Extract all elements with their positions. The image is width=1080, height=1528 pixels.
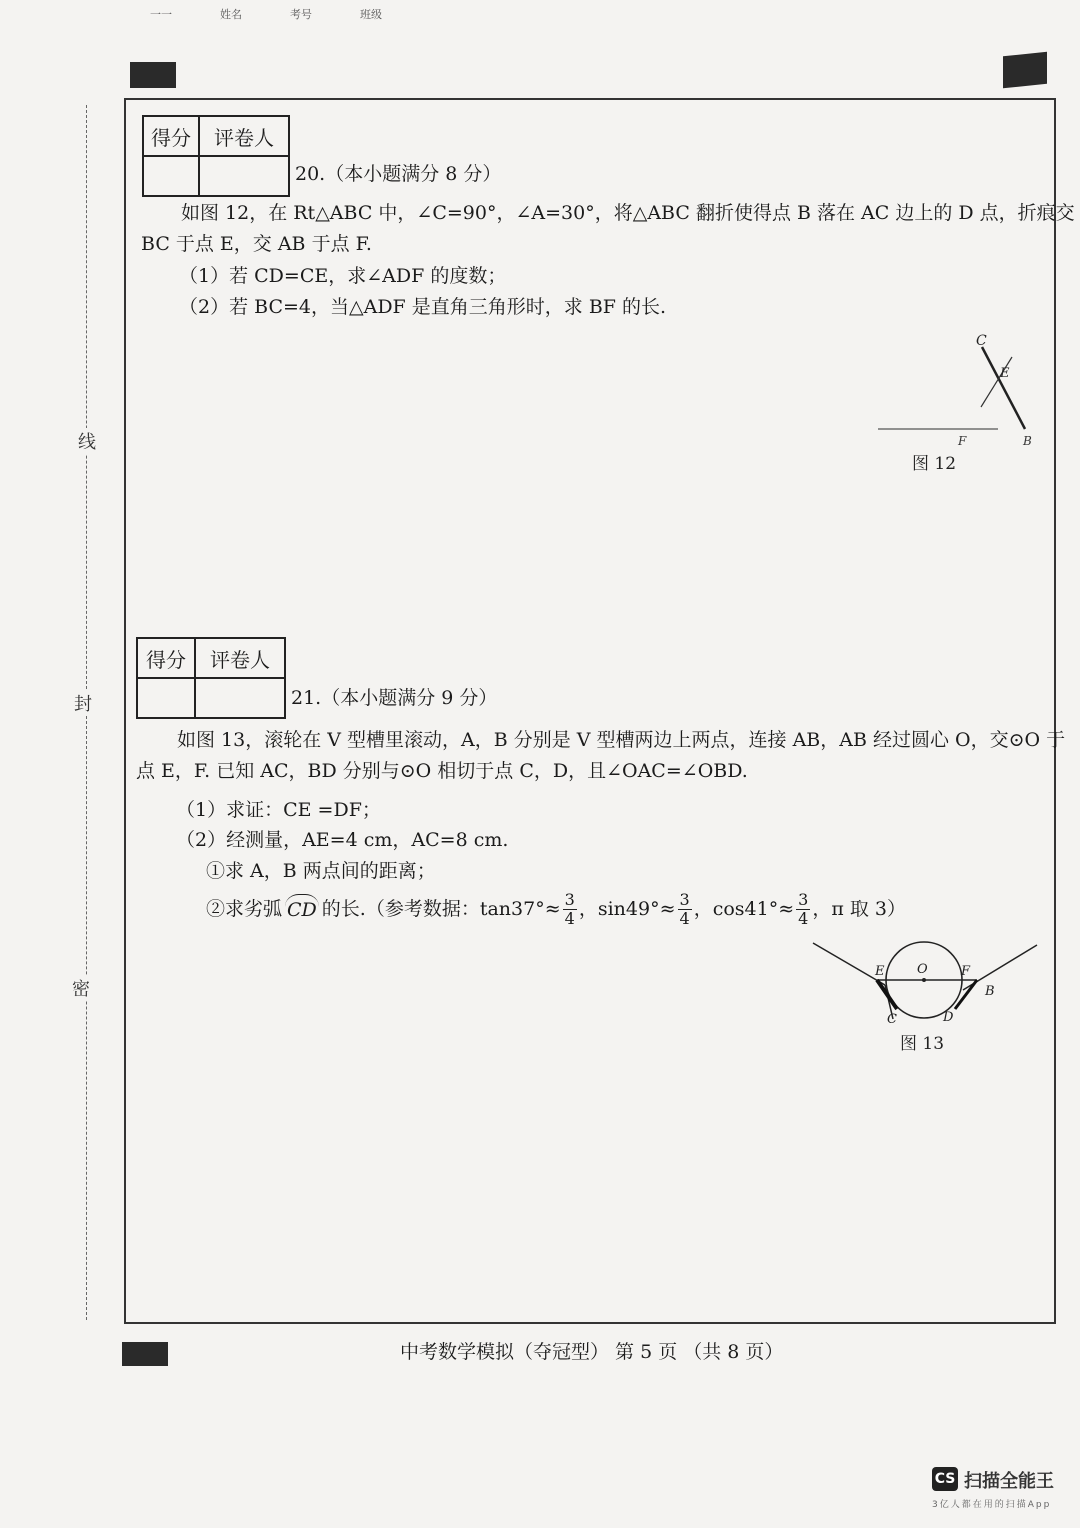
q20-stem-line1: 如图 12，在 Rt△ABC 中，∠C=90°，∠A=30°，将△ABC 翻折使得点 B 落在 AC 边上的 D 点，折痕交 — [181, 202, 1075, 224]
q21-header: 21.（本小题满分 9 分） — [291, 687, 498, 709]
fig12-fold-line — [981, 357, 1012, 407]
q21-sub1: ①求 A，B 两点间的距离； — [206, 860, 436, 882]
side-label-line: 线 — [78, 428, 96, 454]
fig12-caption: 图 12 — [912, 454, 957, 474]
q20-header: 20.（本小题满分 8 分） — [295, 163, 502, 185]
side-label-secret: 密 — [72, 975, 90, 1001]
corner-marker-top-right — [1003, 52, 1047, 89]
fig13-label-d: D — [943, 1010, 954, 1025]
fig13-center-o — [922, 978, 926, 982]
scanner-watermark — [932, 1465, 1072, 1515]
tan-den: 4 — [564, 909, 575, 928]
fig13-caption: 图 13 — [900, 1034, 945, 1054]
fig12-label-b: B — [1023, 434, 1032, 448]
figure-12 — [870, 325, 1050, 485]
grader-label: 评卷人 — [195, 638, 285, 678]
fig12-label-f: F — [958, 434, 967, 448]
score-label: 得分 — [143, 116, 199, 156]
pi-text: ，π 取 3） — [812, 898, 906, 920]
sin-den: 4 — [679, 909, 690, 928]
q21-arc-cd: CD — [285, 894, 319, 926]
sin-text: ，sin49°≈ — [578, 898, 676, 920]
watermark-tagline: 3亿人都在用的扫描App — [932, 1500, 1052, 1510]
fig12-label-c: C — [976, 333, 987, 349]
q20-part1: （1）若 CD=CE，求∠ADF 的度数； — [179, 265, 507, 287]
score-box-q21 — [136, 637, 286, 719]
q20-part2: （2）若 BC=4，当△ADF 是直角三角形时，求 BF 的长. — [179, 296, 667, 318]
sin-fraction — [678, 892, 692, 927]
q21-sub2-mid: 的长.（参考数据：tan37°≈ — [321, 898, 561, 920]
figure-13 — [805, 935, 1045, 1060]
q21-stem-line2: 点 E，F. 已知 AC，BD 分别与⊙O 相切于点 C，D，且∠OAC=∠OBD. — [136, 760, 748, 782]
cos-text: ，cos41°≈ — [693, 898, 795, 920]
sin-num: 3 — [679, 890, 690, 909]
cos-num: 3 — [798, 890, 809, 909]
fig12-label-e: E — [1000, 366, 1010, 381]
fig13-label-b: B — [985, 984, 995, 999]
q21-sub2 — [206, 892, 906, 927]
q21-part2: （2）经测量，AE=4 cm，AC=8 cm. — [176, 829, 509, 851]
grader-label: 评卷人 — [199, 116, 289, 156]
score-label: 得分 — [137, 638, 195, 678]
fig13-label-o: O — [917, 962, 928, 977]
watermark-brand: 扫描全能王 — [964, 1471, 1054, 1492]
fig12-segment-cb — [982, 347, 1025, 429]
score-box-q20 — [142, 115, 290, 197]
fig13-label-c: C — [887, 1012, 897, 1027]
cos-den: 4 — [798, 909, 809, 928]
page-footer: 中考数学模拟（夺冠型） 第 5 页 （共 8 页） — [400, 1341, 784, 1363]
cs-badge: CS — [932, 1467, 958, 1491]
q21-part1: （1）求证：CE =DF； — [176, 799, 381, 821]
cos-fraction — [796, 892, 810, 927]
side-label-seal: 封 — [74, 690, 92, 716]
corner-marker-top-left — [130, 62, 176, 88]
fig13-label-f: F — [961, 964, 971, 979]
top-scrap-2: 姓名 — [220, 8, 242, 21]
top-scrap — [150, 6, 450, 22]
top-scrap-3: 考号 — [290, 8, 312, 21]
fig13-label-e: E — [875, 964, 885, 979]
q20-stem-line2: BC 于点 E，交 AB 于点 F. — [141, 233, 372, 255]
tan-num: 3 — [564, 890, 575, 909]
q21-sub2-prefix: ②求劣弧 — [206, 898, 283, 920]
score-cell[interactable] — [143, 156, 199, 196]
corner-marker-bottom-left — [122, 1342, 168, 1366]
tan-fraction — [563, 892, 577, 927]
top-scrap-4: 班级 — [360, 8, 382, 21]
grader-cell[interactable] — [195, 678, 285, 718]
top-scrap-1: 一一 — [150, 8, 172, 21]
score-cell[interactable] — [137, 678, 195, 718]
q21-stem-line1: 如图 13，滚轮在 V 型槽里滚动，A，B 分别是 V 型槽两边上两点，连接 AB，AB 经过圆心 O，交⊙O 于 — [177, 729, 1066, 751]
grader-cell[interactable] — [199, 156, 289, 196]
